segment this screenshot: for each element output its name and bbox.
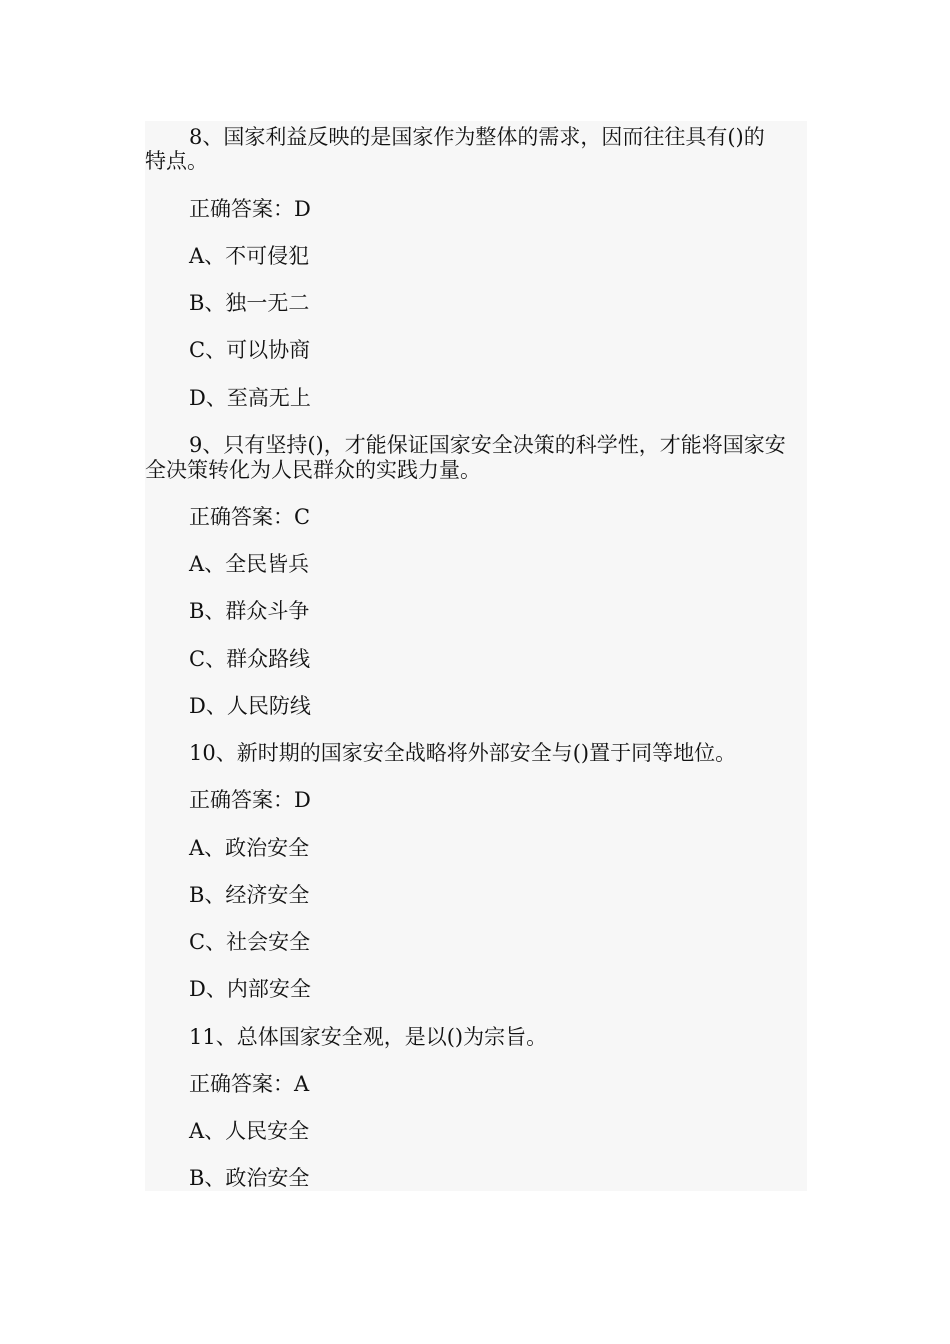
- question-8-text-cont: 特点。: [145, 149, 208, 173]
- question-10-text: 10、新时期的国家安全战略将外部安全与()置于同等地位。: [189, 741, 737, 765]
- question-11-answer: 正确答案：A: [189, 1072, 310, 1096]
- question-9-answer: 正确答案：C: [189, 505, 311, 529]
- question-10-answer: 正确答案：D: [189, 788, 311, 812]
- question-11-option-a: A、人民安全: [189, 1119, 310, 1143]
- question-9-option-b: B、群众斗争: [189, 599, 310, 623]
- question-9-text-cont: 全决策转化为人民群众的实践力量。: [145, 458, 481, 482]
- question-9-text: 9、只有坚持()，才能保证国家安全决策的科学性，才能将国家安: [189, 433, 786, 457]
- question-9-option-a: A、全民皆兵: [189, 552, 310, 576]
- question-8-option-c: C、可以协商: [189, 338, 311, 362]
- question-8-option-a: A、不可侵犯: [189, 244, 310, 268]
- question-9-option-d: D、人民防线: [189, 694, 311, 718]
- question-11-text: 11、总体国家安全观，是以()为宗旨。: [189, 1025, 548, 1049]
- question-9-option-c: C、群众路线: [189, 647, 311, 671]
- question-8-text: 8、国家利益反映的是国家作为整体的需求，因而往往具有()的: [189, 125, 765, 149]
- document-body: [145, 121, 807, 1191]
- question-10-option-b: B、经济安全: [189, 883, 310, 907]
- question-11-option-b: B、政治安全: [189, 1166, 310, 1190]
- question-10-option-a: A、政治安全: [189, 836, 310, 860]
- question-8-answer: 正确答案：D: [189, 197, 311, 221]
- question-8-option-b: B、独一无二: [189, 291, 310, 315]
- question-8-option-d: D、至高无上: [189, 386, 311, 410]
- question-10-option-d: D、内部安全: [189, 977, 311, 1001]
- question-10-option-c: C、社会安全: [189, 930, 311, 954]
